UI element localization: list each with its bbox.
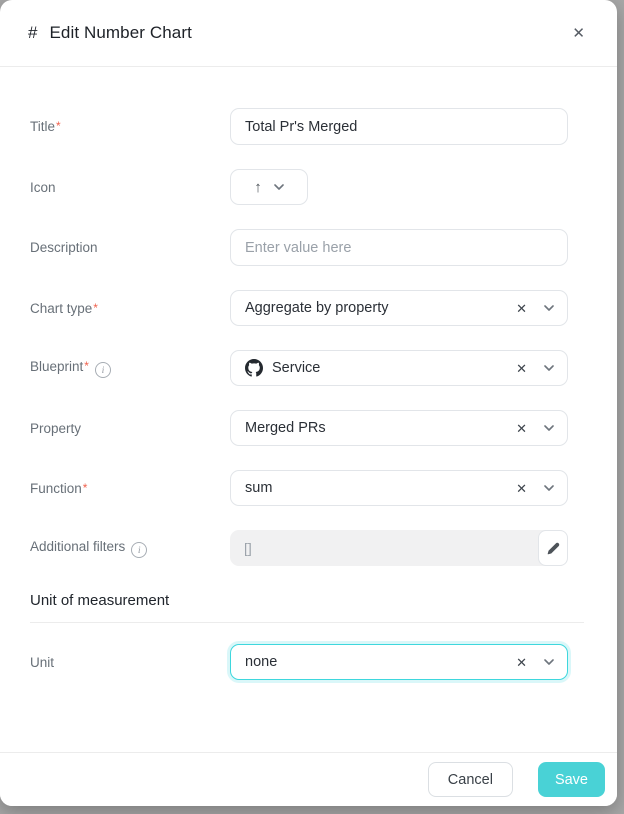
chart-type-row [30,290,568,326]
description-label [30,240,230,255]
blueprint-label-text: Blueprint [30,358,84,374]
chevron-down-icon[interactable] [544,305,554,311]
clear-icon[interactable]: ✕ [516,420,527,436]
blueprint-field-col [230,350,568,386]
chart-type-value: Aggregate by property [245,300,389,316]
chevron-down-icon[interactable] [544,659,554,665]
description-label-text: Description [30,240,98,255]
cancel-button[interactable]: Cancel [428,762,513,797]
blueprint-value [245,359,508,377]
property-select[interactable] [230,410,568,446]
description-field-col [230,229,568,266]
github-icon [245,359,263,377]
chart-type-label-text: Chart type [30,300,93,316]
unit-row [30,644,568,680]
pencil-icon [547,542,560,555]
modal-header [0,0,617,67]
chevron-down-icon[interactable] [544,365,554,371]
blueprint-label [30,359,230,378]
unit-label-text: Unit [30,654,55,670]
additional-filters-field [230,530,568,566]
info-icon: i [131,542,147,558]
modal-body [0,67,617,680]
required-asterisk: * [56,119,61,133]
property-value: Merged PRs [245,420,326,436]
blueprint-value-text: Service [272,360,321,376]
additional-filters-label-text: Additional filters [30,538,126,554]
clear-icon[interactable]: ✕ [516,360,527,376]
function-label-text: Function [30,480,82,496]
additional-filters-row [30,530,568,566]
modal-title: Edit Number Chart [49,23,192,42]
title-field-col [230,108,568,145]
required-asterisk: * [93,300,98,315]
icon-label [30,180,230,195]
property-label [30,421,230,436]
description-input[interactable] [230,229,568,266]
property-controls [516,422,554,435]
unit-label [30,655,230,670]
icon-field-col [230,169,568,205]
clear-icon[interactable]: ✕ [516,480,527,496]
arrow-up-icon: ↑ [254,178,262,196]
description-row [30,229,568,266]
chevron-down-icon [274,184,284,190]
icon-label-text: Icon [30,179,56,195]
unit-of-measurement-heading: Unit of measurement [30,592,170,609]
hash-icon: # [28,23,38,42]
title-label-text: Title [30,119,56,134]
function-row [30,470,568,506]
blueprint-row [30,350,568,386]
property-row [30,410,568,446]
chevron-down-icon[interactable] [544,485,554,491]
clear-icon[interactable]: ✕ [516,300,527,316]
title-input[interactable] [230,108,568,145]
unit-controls [516,656,554,669]
modal-footer [0,752,617,806]
additional-filters-label [30,539,230,558]
edit-filters-button[interactable] [538,530,568,566]
chart-type-select[interactable] [230,290,568,326]
info-icon: i [95,362,111,378]
additional-filters-field-col [230,530,568,566]
property-label-text: Property [30,420,82,436]
chart-type-controls [516,302,554,315]
blueprint-select[interactable] [230,350,568,386]
clear-icon[interactable]: ✕ [516,654,527,670]
function-field-col [230,470,568,506]
close-icon[interactable]: ✕ [568,22,589,45]
save-button[interactable]: Save [538,762,605,797]
section-divider [30,622,584,623]
unit-value: none [245,654,278,670]
function-label [30,481,230,496]
modal-title-group [28,23,192,43]
icon-picker-dropdown[interactable] [230,169,308,205]
function-value: sum [245,480,273,496]
function-select[interactable] [230,470,568,506]
icon-row [30,169,568,205]
unit-field-col [230,644,568,680]
additional-filters-value: [] [230,530,568,566]
required-asterisk: * [82,480,88,495]
chart-type-field-col [230,290,568,326]
title-row [30,108,568,145]
title-label [30,119,230,134]
chevron-down-icon[interactable] [544,425,554,431]
unit-select[interactable] [230,644,568,680]
required-asterisk: * [84,358,89,373]
function-controls [516,482,554,495]
blueprint-controls [516,362,554,375]
chart-type-label [30,301,230,316]
property-field-col [230,410,568,446]
